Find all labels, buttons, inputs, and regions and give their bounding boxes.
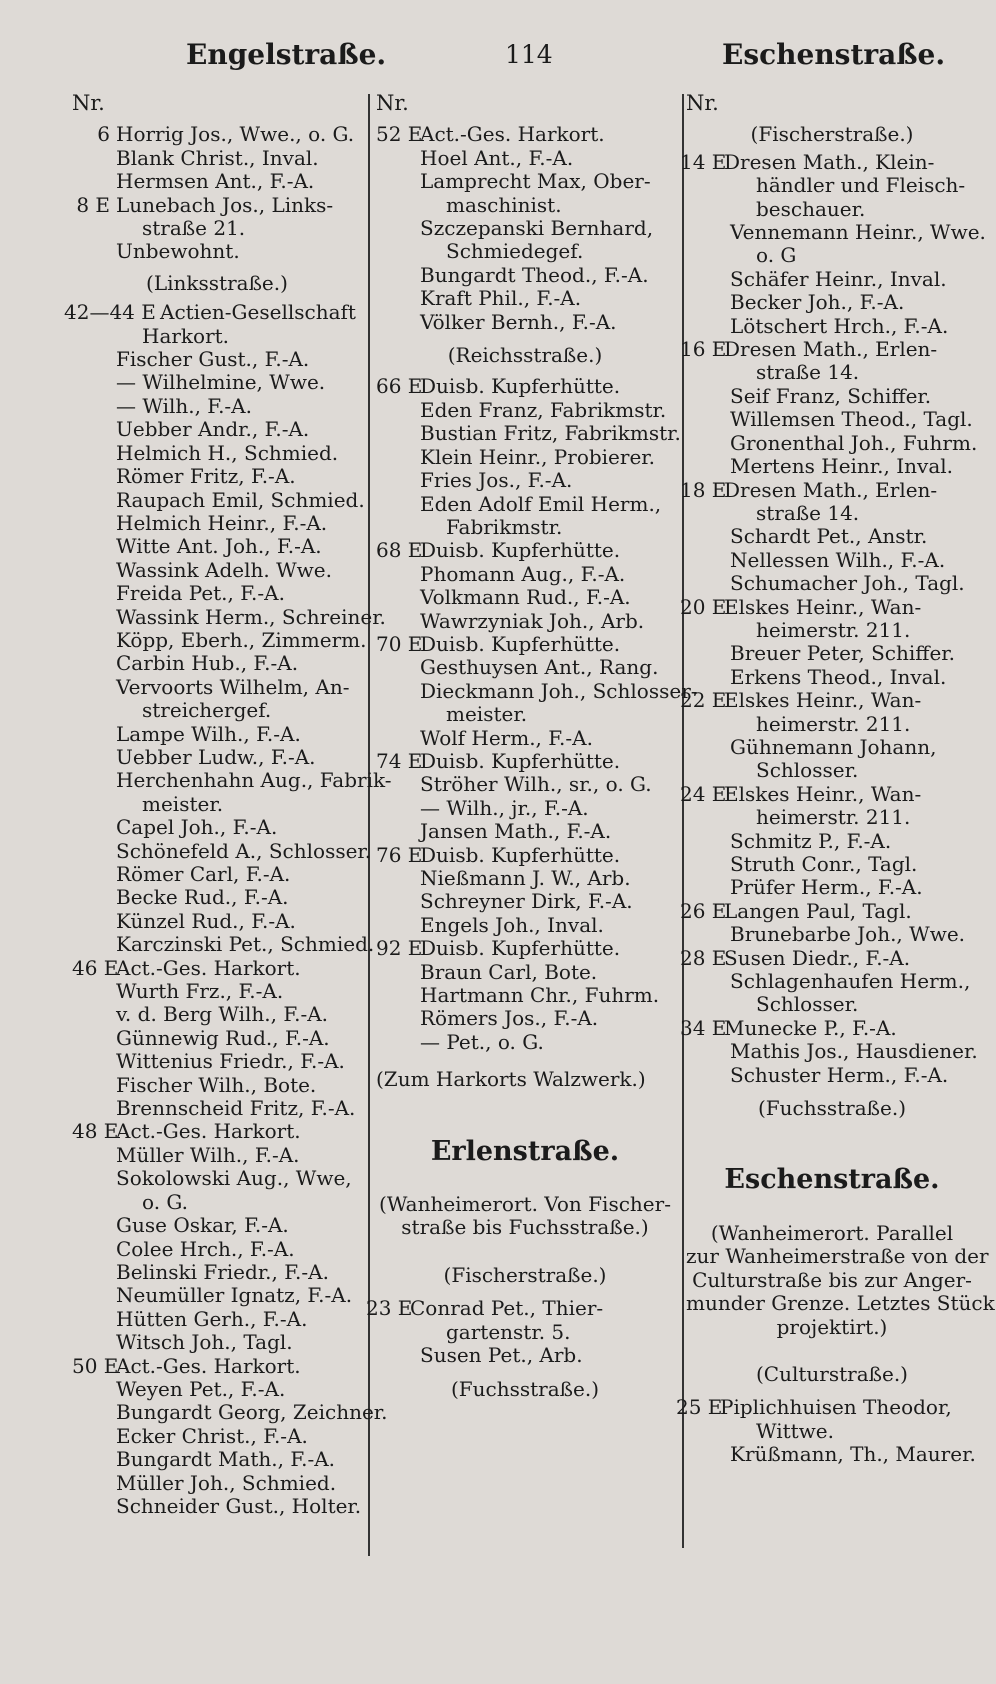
nr-label: Nr. xyxy=(686,91,719,115)
entry: Seif Franz, Schiffer. xyxy=(730,383,932,408)
entry: Schäfer Heinr., Inval. xyxy=(730,266,947,291)
cross-street: (Fischerstraße.) xyxy=(443,1262,607,1287)
entry: Wolf Herm., F.-A. xyxy=(420,725,593,750)
entry: Susen Pet., Arb. xyxy=(420,1343,583,1368)
nr-label: Nr. xyxy=(376,91,409,115)
entry: Herchenhahn Aug., Fabrik- xyxy=(116,768,392,793)
entry: straße 21. xyxy=(142,216,246,241)
entry: heimerstr. 211. xyxy=(756,617,911,642)
entry: — Pet., o. G. xyxy=(420,1029,544,1054)
entry: 23 EConrad Pet., Thier- xyxy=(366,1296,604,1321)
entry: Eden Adolf Emil Herm., xyxy=(420,491,662,516)
street-note: projektirt.) xyxy=(776,1314,888,1339)
entry: Jansen Math., F.-A. xyxy=(420,819,612,844)
cross-street: (Zum Harkorts Walzwerk.) xyxy=(376,1067,646,1092)
entry: 92 EDuisb. Kupferhütte. xyxy=(376,936,621,961)
entry: Bungardt Theod., F.-A. xyxy=(420,262,649,287)
entry: Carbin Hub., F.-A. xyxy=(116,651,299,676)
entry: Schuster Herm., F.-A. xyxy=(730,1062,949,1087)
entry: Schumacher Joh., Tagl. xyxy=(730,571,965,596)
entry: Volkmann Rud., F.-A. xyxy=(420,585,631,610)
entry: Wassink Adelh. Wwe. xyxy=(116,557,332,582)
entry: 66 EDuisb. Kupferhütte. xyxy=(376,374,621,399)
entry: Weyen Pet., F.-A. xyxy=(116,1376,286,1401)
entry: Struth Conr., Tagl. xyxy=(730,852,918,876)
entry: 24 EElskes Heinr., Wan- xyxy=(680,781,922,806)
entry: 34 EMunecke P., F.-A. xyxy=(680,1015,897,1040)
entry: Sokolowski Aug., Wwe, xyxy=(116,1166,352,1191)
entry: Raupach Emil, Schmied. xyxy=(116,487,365,512)
entry: Schmitz P., F.-A. xyxy=(730,828,892,853)
entry: Szczepanski Bernhard, xyxy=(420,216,654,241)
entry: Helmich H., Schmied. xyxy=(116,440,339,465)
section-title-eschenstrasse: Eschenstraße. xyxy=(724,1164,940,1196)
entry: Engels Joh., Inval. xyxy=(420,912,604,937)
entry: Colee Hrch., F.-A. xyxy=(116,1236,295,1261)
entry: Vennemann Heinr., Wwe. xyxy=(730,220,986,245)
entry: Müller Wilh., F.-A. xyxy=(116,1142,300,1167)
entry: Becker Joh., F.-A. xyxy=(730,290,905,315)
entry: 70 EDuisb. Kupferhütte. xyxy=(376,631,621,656)
entry: 22 EElskes Heinr., Wan- xyxy=(680,688,922,713)
entry: Mertens Heinr., Inval. xyxy=(730,454,953,479)
entry: Harkort. xyxy=(142,323,230,348)
nr-label: Nr. xyxy=(72,91,105,115)
entry: v. d. Berg Wilh., F.-A. xyxy=(116,1002,329,1027)
entry: Bungardt Math., F.-A. xyxy=(116,1447,336,1472)
cross-street: (Linksstraße.) xyxy=(146,270,288,295)
entry: Hoel Ant., F.-A. xyxy=(420,145,574,170)
entry: 26 ELangen Paul, Tagl. xyxy=(680,898,912,923)
entry: meister. xyxy=(142,791,224,816)
entry: Schreyner Dirk, F.-A. xyxy=(420,889,633,914)
entry: Nießmann J. W., Arb. xyxy=(420,866,631,890)
entry: 20 EElskes Heinr., Wan- xyxy=(680,594,922,619)
entry: Erkens Theod., Inval. xyxy=(730,664,947,689)
entry: Wittenius Friedr., F.-A. xyxy=(116,1049,345,1074)
entry: Witte Ant. Joh., F.-A. xyxy=(116,534,322,559)
entry: Günnewig Rud., F.-A. xyxy=(116,1025,330,1050)
street-note: Culturstraße bis zur Anger- xyxy=(692,1267,972,1292)
entry: Wassink Herm., Schreiner. xyxy=(116,604,386,629)
entry: 14 EDresen Math., Klein- xyxy=(680,149,935,174)
entry: Krüßmann, Th., Maurer. xyxy=(730,1442,976,1467)
entry: Römer Carl, F.-A. xyxy=(116,862,291,886)
entry: Römers Jos., F.-A. xyxy=(420,1006,599,1031)
entry: Lampe Wilh., F.-A. xyxy=(116,721,301,746)
entry: Bungardt Georg, Zeichner. xyxy=(116,1400,388,1425)
entry: gartenstr. 5. xyxy=(446,1319,571,1344)
entry: 6 Horrig Jos., Wwe., o. G. xyxy=(97,122,355,147)
entry: 25 EPiplichhuisen Theodor, xyxy=(676,1395,952,1420)
entry: händler und Fleisch- xyxy=(756,173,966,198)
header-left-street: Engelstraße. xyxy=(186,38,387,71)
entry: Braun Carl, Bote. xyxy=(420,959,598,984)
column-1 xyxy=(64,91,392,1518)
entry: o. G. xyxy=(142,1189,189,1214)
entry: 52 EAct.-Ges. Harkort. xyxy=(376,122,605,147)
entry: Lötschert Hrch., F.-A. xyxy=(730,313,949,338)
entry: 50 EAct.-Ges. Harkort. xyxy=(72,1353,301,1378)
entry: Hermsen Ant., F.-A. xyxy=(116,169,315,194)
entry: Schlosser. xyxy=(756,992,859,1017)
entry: 74 EDuisb. Kupferhütte. xyxy=(376,748,621,773)
entry: Breuer Peter, Schiffer. xyxy=(730,641,956,666)
entry: Schardt Pet., Anstr. xyxy=(730,524,928,549)
entry: Dieckmann Joh., Schlosser- xyxy=(420,678,698,703)
entry: — Wilh., jr., F.-A. xyxy=(420,795,589,820)
entry: Vervoorts Wilhelm, An- xyxy=(116,674,350,699)
street-note: zur Wanheimerstraße von der xyxy=(686,1244,989,1269)
street-note: (Wanheimerort. Von Fischer- xyxy=(379,1192,671,1217)
column-3 xyxy=(676,91,995,1467)
entry: 42—44 E Actien-Gesellschaft xyxy=(64,300,356,325)
entry: Künzel Rud., F.-A. xyxy=(116,908,296,933)
entry: Gronenthal Joh., Fuhrm. xyxy=(730,430,978,455)
column-divider-1 xyxy=(368,94,370,1556)
entry: Freida Pet., F.-A. xyxy=(116,581,285,606)
page-number: 114 xyxy=(505,40,553,69)
entry: Mathis Jos., Hausdiener. xyxy=(730,1039,978,1064)
entry: Lamprecht Max, Ober- xyxy=(420,169,651,194)
entry: Brunebarbe Joh., Wwe. xyxy=(730,922,966,947)
entry: 46 EAct.-Ges. Harkort. xyxy=(72,955,301,980)
entry: Wurth Frz., F.-A. xyxy=(116,979,284,1004)
entry: Fischer Wilh., Bote. xyxy=(116,1072,317,1097)
cross-street: (Reichsstraße.) xyxy=(447,343,603,368)
entry: 28 ESusen Diedr., F.-A. xyxy=(680,945,911,970)
cross-street: (Fischerstraße.) xyxy=(750,122,914,147)
street-note: (Wanheimerort. Parallel xyxy=(710,1220,954,1245)
column-2 xyxy=(366,91,698,1401)
entry: Köpp, Eberh., Zimmerm. xyxy=(116,627,367,652)
entry: Belinski Friedr., F.-A. xyxy=(116,1259,329,1284)
entry: Brennscheid Fritz, F.-A. xyxy=(116,1096,356,1121)
entry: Unbewohnt. xyxy=(116,239,240,264)
entry: Fabrikmstr. xyxy=(446,514,563,539)
entry: Schlosser. xyxy=(756,758,859,783)
entry: Schneider Gust., Holter. xyxy=(116,1493,362,1518)
entry: Nellessen Wilh., F.-A. xyxy=(730,547,946,572)
entry: — Wilhelmine, Wwe. xyxy=(116,370,326,395)
entry: Hütten Gerh., F.-A. xyxy=(116,1306,308,1331)
entry: Müller Joh., Schmied. xyxy=(116,1470,337,1495)
entry: straße 14. xyxy=(756,500,860,525)
entry: Neumüller Ignatz, F.-A. xyxy=(116,1283,353,1308)
entry: Klein Heinr., Probierer. xyxy=(420,444,656,469)
entry: straße 14. xyxy=(756,360,860,385)
cross-street: (Fuchsstraße.) xyxy=(450,1376,600,1401)
entry: Kraft Phil., F.-A. xyxy=(420,286,582,311)
entry: Capel Joh., F.-A. xyxy=(116,815,278,840)
entry: heimerstr. 211. xyxy=(756,711,911,736)
entry: Gühnemann Johann, xyxy=(730,734,937,759)
cross-street: (Culturstraße.) xyxy=(755,1361,908,1386)
entry: Prüfer Herm., F.-A. xyxy=(730,875,923,900)
page-header xyxy=(0,38,996,78)
entry: Ecker Christ., F.-A. xyxy=(116,1423,308,1448)
column-divider-2 xyxy=(682,94,684,1548)
entry: Fischer Gust., F.-A. xyxy=(116,347,310,372)
entry: Uebber Ludw., F.-A. xyxy=(116,744,316,769)
entry: 8 E Lunebach Jos., Links- xyxy=(76,192,334,217)
entry: Uebber Andr., F.-A. xyxy=(116,417,310,442)
entry: 68 EDuisb. Kupferhütte. xyxy=(376,538,621,563)
entry: Eden Franz, Fabrikmstr. xyxy=(420,397,667,422)
entry: maschinist. xyxy=(446,192,562,217)
entry: 16 EDresen Math., Erlen- xyxy=(680,337,938,362)
entry: Helmich Heinr., F.-A. xyxy=(116,510,328,535)
entry: Ströher Wilh., sr., o. G. xyxy=(420,772,652,797)
entry: Wawrzyniak Joh., Arb. xyxy=(420,608,645,633)
entry: Fries Jos., F.-A. xyxy=(420,468,573,493)
entry: Karczinski Pet., Schmied. xyxy=(116,932,375,957)
entry: beschauer. xyxy=(756,196,866,221)
entry: 18 EDresen Math., Erlen- xyxy=(680,477,938,502)
entry: o. G xyxy=(756,243,797,268)
entry: Phomann Aug., F.-A. xyxy=(420,561,626,586)
entry: meister. xyxy=(446,702,528,727)
street-note: straße bis Fuchsstraße.) xyxy=(401,1215,649,1240)
entry: Römer Fritz, F.-A. xyxy=(116,464,296,489)
entry: Schönefeld A., Schlosser. xyxy=(116,838,372,863)
entry: heimerstr. 211. xyxy=(756,805,911,830)
entry: Schmiedegef. xyxy=(446,239,584,264)
entry: Hartmann Chr., Fuhrm. xyxy=(420,983,660,1008)
section-title-erlenstrasse: Erlenstraße. xyxy=(430,1135,620,1167)
entry: Guse Oskar, F.-A. xyxy=(116,1213,289,1238)
street-note: munder Grenze. Letztes Stück xyxy=(686,1291,995,1316)
entry: 48 EAct.-Ges. Harkort. xyxy=(72,1119,301,1144)
entry: Blank Christ., Inval. xyxy=(116,145,319,170)
entry: Bustian Fritz, Fabrikmstr. xyxy=(420,421,681,446)
entry: — Wilh., F.-A. xyxy=(116,393,252,418)
entry: Wittwe. xyxy=(756,1418,834,1443)
entry: Gesthuysen Ant., Rang. xyxy=(420,655,659,680)
entry: Schlagenhaufen Herm., xyxy=(730,969,971,994)
entry: Willemsen Theod., Tagl. xyxy=(730,407,973,432)
entry: Völker Bernh., F.-A. xyxy=(420,309,617,334)
entry: Witsch Joh., Tagl. xyxy=(116,1330,293,1355)
entry: streichergef. xyxy=(142,698,272,723)
header-right-street: Eschenstraße. xyxy=(722,38,946,71)
cross-street: (Fuchsstraße.) xyxy=(757,1096,907,1121)
entry: 76 EDuisb. Kupferhütte. xyxy=(376,842,621,867)
entry: Becke Rud., F.-A. xyxy=(116,885,289,910)
